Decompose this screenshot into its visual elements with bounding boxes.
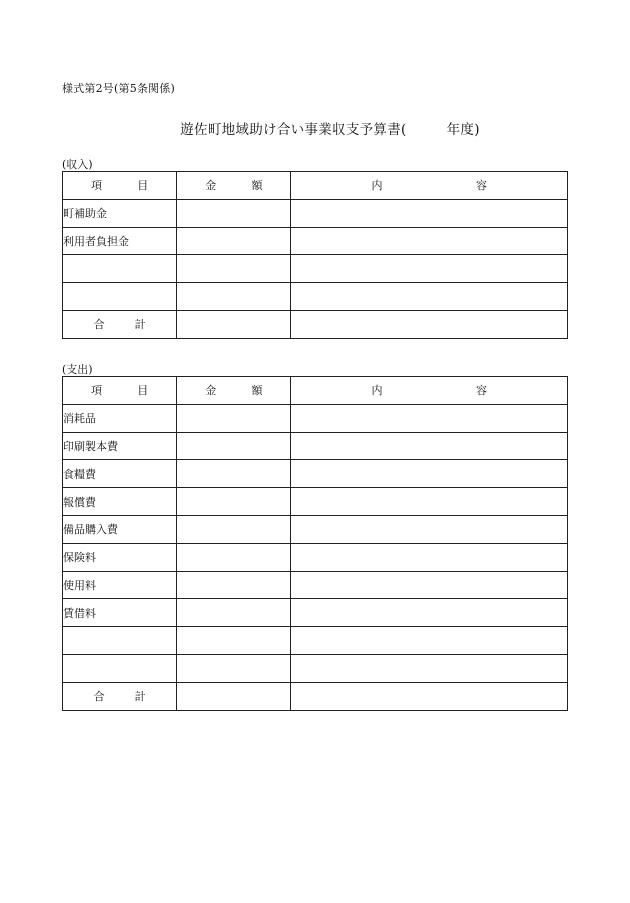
table-row bbox=[63, 571, 568, 599]
expense-header-row bbox=[63, 377, 568, 405]
expense-content-cell[interactable] bbox=[291, 599, 568, 627]
income-item-cell[interactable] bbox=[63, 255, 177, 283]
expense-content-cell[interactable] bbox=[291, 404, 568, 432]
header-content bbox=[291, 377, 568, 405]
total-char-2: 計 bbox=[134, 690, 146, 704]
expense-amount-cell[interactable] bbox=[177, 404, 291, 432]
expense-amount-cell[interactable] bbox=[177, 515, 291, 543]
expense-amount-cell[interactable] bbox=[177, 599, 291, 627]
table-row bbox=[63, 432, 568, 460]
income-amount-cell[interactable] bbox=[177, 283, 291, 311]
header-content-char-1: 内 bbox=[371, 384, 383, 398]
table-row bbox=[63, 283, 568, 311]
header-content-char-2: 容 bbox=[476, 179, 487, 193]
expense-total-row bbox=[63, 682, 568, 710]
expense-item-cell: 賃借料 bbox=[63, 599, 177, 627]
document-title bbox=[0, 118, 630, 138]
expense-item-cell: 使用料 bbox=[63, 571, 177, 599]
expense-amount-cell[interactable] bbox=[177, 571, 291, 599]
income-total-amount-cell[interactable] bbox=[177, 310, 291, 338]
income-content-cell[interactable] bbox=[291, 255, 568, 283]
income-amount-cell[interactable] bbox=[177, 199, 291, 227]
expense-item-cell: 報償費 bbox=[63, 488, 177, 516]
header-amount-char-2: 額 bbox=[251, 179, 263, 193]
table-row bbox=[63, 460, 568, 488]
expense-total-label bbox=[63, 682, 177, 710]
income-total-label bbox=[63, 310, 177, 338]
table-row bbox=[63, 543, 568, 571]
header-content-char-2: 容 bbox=[476, 384, 487, 398]
table-row bbox=[63, 227, 568, 255]
header-amount bbox=[177, 172, 291, 200]
expense-amount-cell[interactable] bbox=[177, 460, 291, 488]
expense-item-cell[interactable] bbox=[63, 627, 177, 655]
expense-item-cell: 食糧費 bbox=[63, 460, 177, 488]
income-item-cell[interactable] bbox=[63, 283, 177, 311]
form-number-label: 様式第2号(第5条関係) bbox=[62, 82, 175, 95]
expense-content-cell[interactable] bbox=[291, 488, 568, 516]
expense-content-cell[interactable] bbox=[291, 432, 568, 460]
header-item-char-1: 項 bbox=[91, 384, 102, 398]
header-amount-char-1: 金 bbox=[205, 384, 217, 398]
expense-total-content-cell[interactable] bbox=[291, 682, 568, 710]
header-item-char-1: 項 bbox=[91, 179, 102, 193]
table-row bbox=[63, 404, 568, 432]
expense-content-cell[interactable] bbox=[291, 571, 568, 599]
expense-amount-cell[interactable] bbox=[177, 488, 291, 516]
header-amount-char-2: 額 bbox=[251, 384, 263, 398]
expense-content-cell[interactable] bbox=[291, 460, 568, 488]
expense-content-cell[interactable] bbox=[291, 515, 568, 543]
header-content-char-1: 内 bbox=[371, 179, 383, 193]
expense-amount-cell[interactable] bbox=[177, 543, 291, 571]
income-content-cell[interactable] bbox=[291, 227, 568, 255]
total-char-1: 合 bbox=[93, 318, 105, 332]
header-item bbox=[63, 377, 177, 405]
table-row bbox=[63, 488, 568, 516]
total-char-1: 合 bbox=[93, 690, 105, 704]
header-amount bbox=[177, 377, 291, 405]
expense-total-amount-cell[interactable] bbox=[177, 682, 291, 710]
expense-content-cell[interactable] bbox=[291, 543, 568, 571]
expense-amount-cell[interactable] bbox=[177, 627, 291, 655]
expense-item-cell: 保険料 bbox=[63, 543, 177, 571]
header-content bbox=[291, 172, 568, 200]
income-section-label: (収入) bbox=[62, 158, 93, 171]
expense-item-cell: 消耗品 bbox=[63, 404, 177, 432]
expense-content-cell[interactable] bbox=[291, 654, 568, 682]
income-amount-cell[interactable] bbox=[177, 227, 291, 255]
income-amount-cell[interactable] bbox=[177, 255, 291, 283]
header-item bbox=[63, 172, 177, 200]
table-row bbox=[63, 654, 568, 682]
income-item-cell: 利用者負担金 bbox=[63, 227, 177, 255]
income-content-cell[interactable] bbox=[291, 283, 568, 311]
expense-table bbox=[62, 376, 568, 711]
expense-item-cell: 印刷製本費 bbox=[63, 432, 177, 460]
table-row bbox=[63, 627, 568, 655]
income-total-content-cell[interactable] bbox=[291, 310, 568, 338]
header-item-char-2: 目 bbox=[137, 179, 149, 193]
document-title-suffix: 年度) bbox=[446, 122, 480, 138]
expense-amount-cell[interactable] bbox=[177, 432, 291, 460]
expense-content-cell[interactable] bbox=[291, 627, 568, 655]
table-row bbox=[63, 255, 568, 283]
total-char-2: 計 bbox=[134, 318, 146, 332]
header-amount-char-1: 金 bbox=[205, 179, 217, 193]
income-table bbox=[62, 171, 568, 339]
expense-item-cell[interactable] bbox=[63, 654, 177, 682]
table-row bbox=[63, 599, 568, 627]
table-row bbox=[63, 515, 568, 543]
income-header-row bbox=[63, 172, 568, 200]
income-total-row bbox=[63, 310, 568, 338]
header-item-char-2: 目 bbox=[137, 384, 149, 398]
income-item-cell: 町補助金 bbox=[63, 199, 177, 227]
expense-item-cell: 備品購入費 bbox=[63, 515, 177, 543]
income-content-cell[interactable] bbox=[291, 199, 568, 227]
table-row bbox=[63, 199, 568, 227]
document-title-main: 遊佐町地域助け合い事業収支予算書( bbox=[180, 122, 407, 138]
expense-section-label: (支出) bbox=[62, 363, 93, 376]
expense-amount-cell[interactable] bbox=[177, 654, 291, 682]
